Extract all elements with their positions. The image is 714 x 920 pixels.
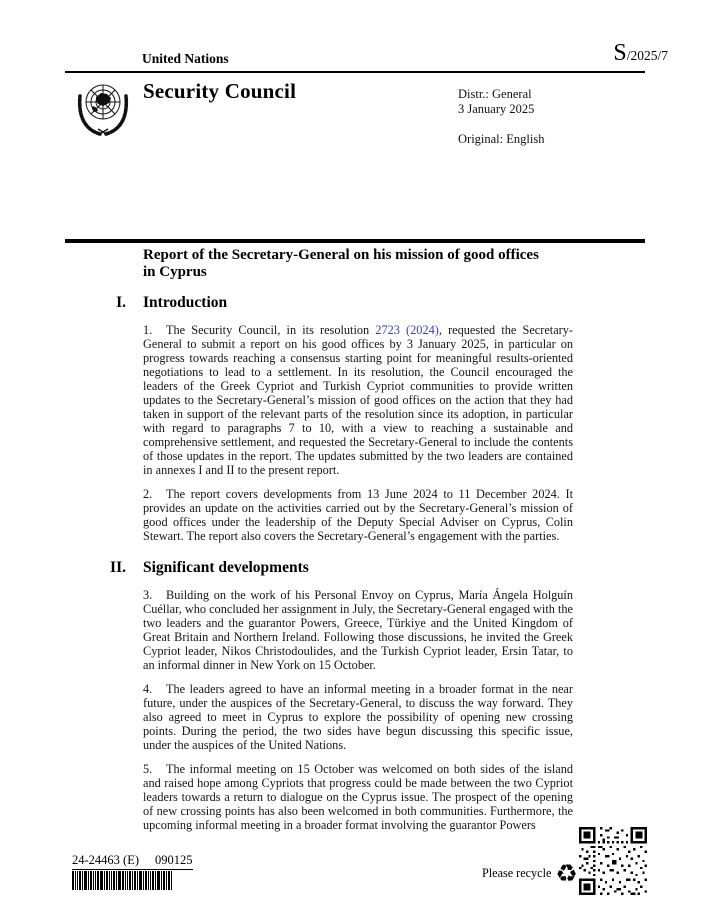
section-title-text: Introduction xyxy=(143,294,228,311)
document-title: Report of the Secretary-General on his mission of good offices in Cyprus xyxy=(143,247,539,280)
distr-line: Distr.: General xyxy=(458,87,532,101)
print-code: 090125 xyxy=(155,853,193,867)
paragraph-number: 1. xyxy=(143,323,153,337)
paragraph-4 xyxy=(143,682,573,752)
un-emblem-icon xyxy=(71,76,135,140)
original-language-line: Original: English xyxy=(458,132,545,146)
section-heading-significant-developments xyxy=(110,559,573,577)
document-symbol-series: S xyxy=(613,40,627,66)
paragraph-text: The informal meeting on 15 October was welcomed on both sides of the island and raised hope among Cypriots that progress could be made between the two Cypriot leaders towards a return to dialogue on the Cyprus issue. The prospect of the opening of new crossing points has also been welcomed in both communities. Furthermore, the upcoming informal meeting in a broader format involving the guarantor Powers xyxy=(143,762,573,832)
paragraph-text: The Security Council, in its resolution xyxy=(166,323,376,337)
section-title-text: Significant developments xyxy=(143,559,309,576)
title-rule xyxy=(65,239,645,243)
date-line: 3 January 2025 xyxy=(458,101,535,116)
un-organization-label: United Nations xyxy=(142,51,229,66)
paragraph-5 xyxy=(143,762,573,832)
job-number-line xyxy=(72,853,193,870)
recycle-notice xyxy=(482,858,578,888)
qr-code-icon xyxy=(578,827,648,895)
paragraph-number: 5. xyxy=(143,762,153,776)
document-symbol xyxy=(613,41,668,65)
paragraph-text: , requested the Secretary-General to submit a report on his good offices by 3 January 2025, in particular on progress towards reaching a consensus starting point for meaningful results-oriented negotiations to lead to a settlement. In its resolution, the Council encouraged the leaders of the Greek Cypriot and Turkish Cypriot communities to provide written updates to the Secretary-General’s mission of good offices on the action that they had taken in support of the relevant parts of the resolution since its adoption, in particular with regard to paragraphs 7 to 10, with a view to reaching a sustainable and comprehensive settlement, and requested the Secretary-General to include the contents of those updates in the report. The updates submitted by the two leaders are contained in annexes I and II to the present report. xyxy=(143,323,574,477)
paragraph-3 xyxy=(143,588,573,672)
recycle-label: Please recycle xyxy=(482,865,552,880)
section-numeral: II. xyxy=(110,559,126,576)
paragraph-2 xyxy=(143,487,573,543)
section-heading-introduction xyxy=(116,294,573,312)
paragraph-text: The leaders agreed to have an informal meeting in a broader format in the near future, under the auspices of the Secretary-General, to discuss the way forward. They also agreed to meet in Cyprus to explore the possibility of opening new crossing points. During the period, the two sides have begun discussing this specific issue, under the auspices of the United Nations. xyxy=(143,682,573,752)
job-number: 24-24463 (E) xyxy=(72,853,139,867)
barcode-icon xyxy=(72,871,172,890)
paragraph-number: 4. xyxy=(143,682,153,696)
recycle-icon: ♻ xyxy=(555,858,578,888)
paragraph-text: Building on the work of his Personal Envoy on Cyprus, María Ángela Holguín Cuéllar, who concluded her assignment in July, the Secretary-General engaged with the two leaders and the guarantor Powers, Greece, Türkiye and the United Kingdom of Great Britain and Northern Ireland. Following those discussions, he invited the Greek Cypriot leader, Nikos Christodoulides, and the Turkish Cypriot leader, Ersin Tatar, to an informal dinner in New York on 15 October. xyxy=(143,588,573,672)
paragraph-number: 2. xyxy=(143,487,153,501)
paragraph-1 xyxy=(143,323,573,477)
paragraph-number: 3. xyxy=(143,588,153,602)
resolution-link[interactable]: 2723 (2024) xyxy=(375,323,439,337)
distribution-block xyxy=(458,87,544,147)
paragraph-text: The report covers developments from 13 June 2024 to 11 December 2024. It provides an update on the activities carried out by the Secretary-General’s mission of good offices under the leadership of the Deputy Special Adviser on Cyprus, Colin Stewart. The report also covers the Secretary-General’s engagement with the parties. xyxy=(143,487,573,543)
masthead-rule xyxy=(65,71,645,73)
organ-title: Security Council xyxy=(143,79,297,103)
document-body xyxy=(110,247,574,842)
section-numeral: I. xyxy=(116,294,126,311)
document-symbol-number: /2025/7 xyxy=(626,48,668,63)
